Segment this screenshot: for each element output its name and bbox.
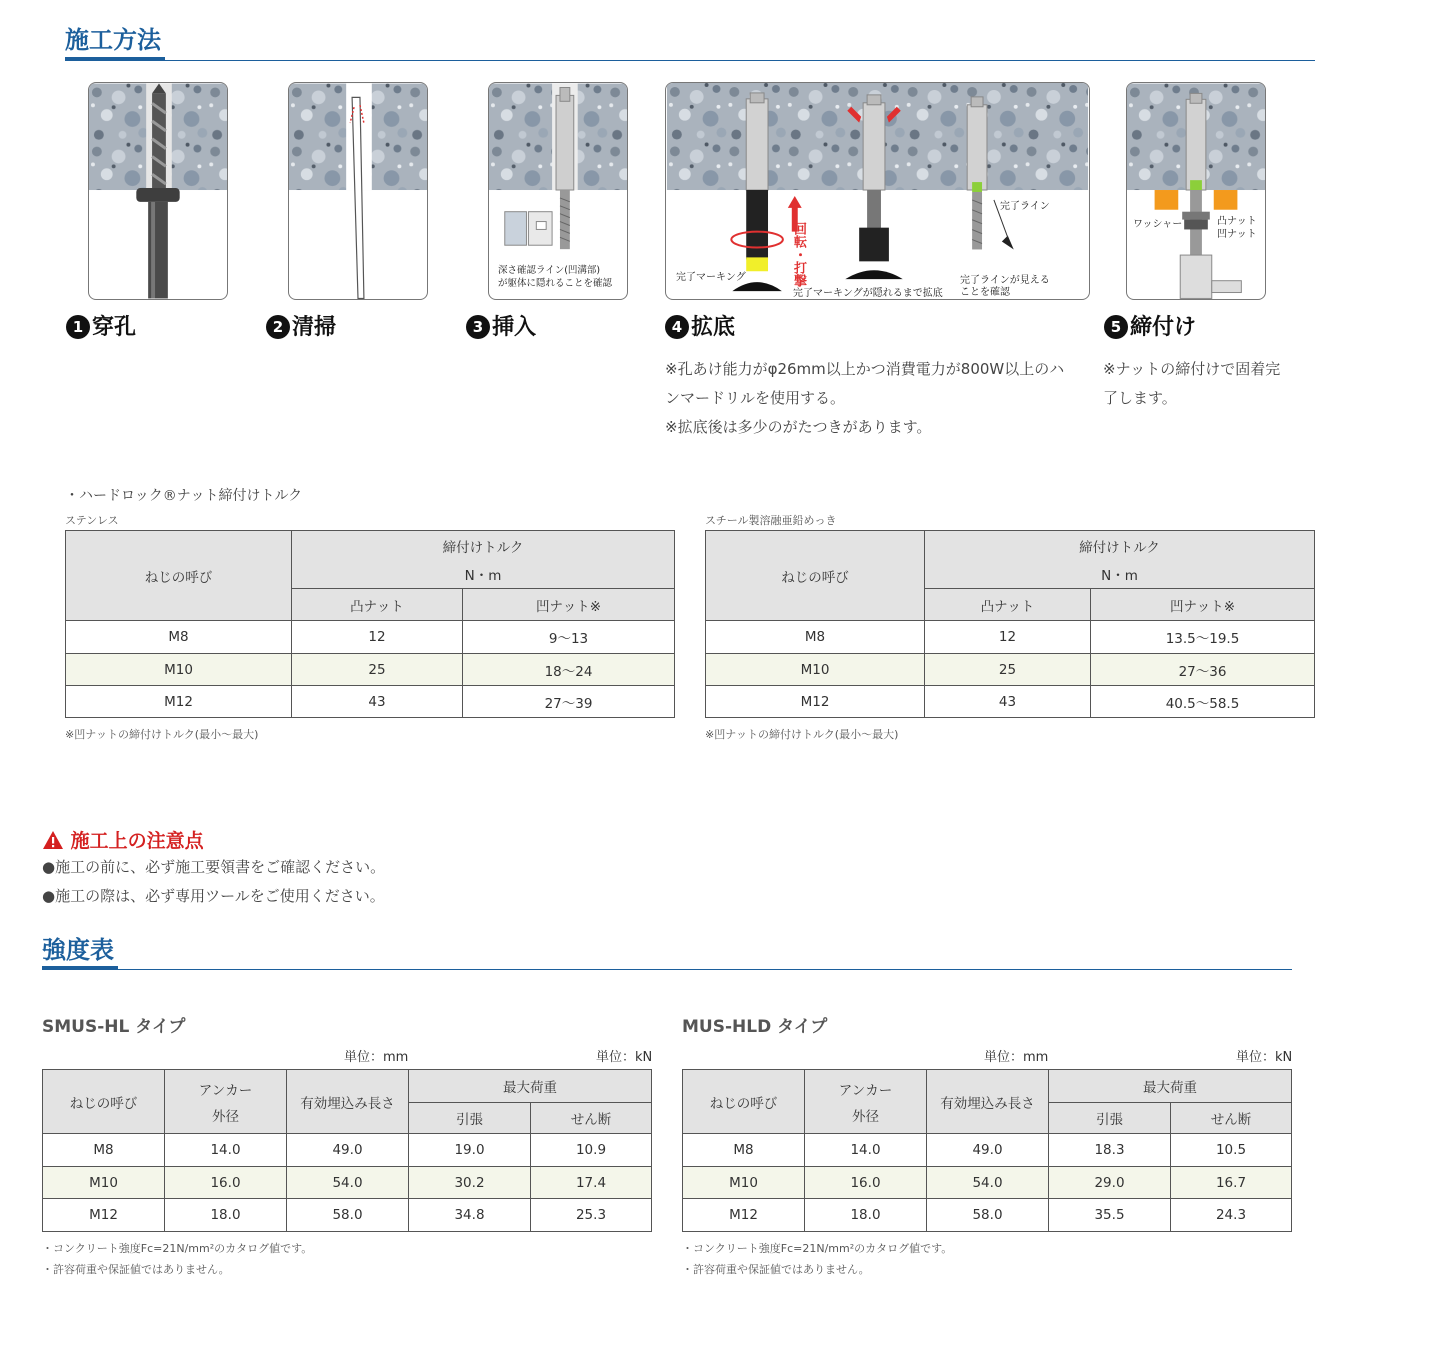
step-1-label: 1 穿孔 xyxy=(66,310,136,341)
convex-nut-label: 凸ナット xyxy=(1217,216,1257,227)
table-row: M8 12 13.5～19.5 xyxy=(706,621,1315,654)
warning-icon xyxy=(42,830,64,850)
strength-type-1: SMUS-HL タイプ xyxy=(42,1017,186,1037)
table-row: M10 25 27～36 xyxy=(706,654,1315,686)
section-rule xyxy=(65,60,1315,61)
unit-kn: 単位：kN xyxy=(596,1050,653,1065)
strength-note-2: ・許容荷重や保証値ではありません。 xyxy=(682,1263,870,1276)
section-title-strength: 強度表 xyxy=(42,936,114,964)
step-1-illustration xyxy=(88,82,228,300)
header-screw: ねじの呼び xyxy=(66,531,292,621)
torque-table-1-footnote: ※凹ナットの締付けトルク(最小～最大) xyxy=(65,728,259,741)
kanryo-hidden-label: 完了マーキングが隠れるまで拡底 xyxy=(793,288,943,299)
table-row: M12 43 40.5～58.5 xyxy=(706,686,1315,718)
strength-note-1: ・コンクリート強度Fc=21N/mm²のカタログ値です。 xyxy=(682,1242,953,1255)
washer-label: ワッシャー xyxy=(1133,219,1183,230)
kanryo-marking-label: 完了マーキング xyxy=(676,272,746,283)
step-4-note: ※孔あけ能力がφ26mm以上かつ消費電力が800W以上のハ ンマードリルを使用する。 ※拡底後は多少のがたつきがあります。 xyxy=(665,360,1065,436)
step-2-label: 2 清掃 xyxy=(266,310,336,341)
step-5-note: ※ナットの締付けで固着完 了します。 xyxy=(1103,360,1281,407)
header-torque: 締付けトルク N・m xyxy=(925,531,1315,589)
section-rule xyxy=(42,969,1292,970)
kanryo-visible-label: 完了ラインが見える xyxy=(960,275,1050,286)
concave-nut-label: 凹ナット xyxy=(1217,229,1257,240)
torque-table-2-footnote: ※凹ナットの締付けトルク(最小～最大) xyxy=(705,728,899,741)
torque-caption: ・ハードロック®ナット締付けトルク xyxy=(65,488,303,504)
strength-table-mus-hld: ねじの呼び アンカー 外径 有効埋込み長さ 最大荷重 引張 せん断 M8 14.0 49.0 18.3 10.5 M10 16.0 54.0 29.0 16.7 M12 18.0 58.0 35.5 24.3 xyxy=(682,1069,1292,1232)
section-title-method: 施工方法 xyxy=(65,26,161,54)
unit-mm: 単位：mm xyxy=(344,1050,409,1065)
table-row: M8 14.0 49.0 18.3 10.5 xyxy=(683,1134,1292,1167)
header-screw: ねじの呼び xyxy=(706,531,925,621)
table-row: M8 14.0 49.0 19.0 10.9 xyxy=(43,1134,652,1167)
header-torque: 締付けトルク N・m xyxy=(292,531,675,589)
depth-line-label: 深さ確認ライン(凹溝部) xyxy=(498,265,601,276)
table-row: M12 18.0 58.0 34.8 25.3 xyxy=(43,1199,652,1232)
step-5-label: 5 締付け xyxy=(1104,310,1196,341)
table-row: M10 16.0 54.0 29.0 16.7 xyxy=(683,1167,1292,1199)
step-3-label: 3 挿入 xyxy=(466,310,536,341)
strength-type-2: MUS-HLD タイプ xyxy=(682,1017,828,1037)
table-row: M12 43 27～39 xyxy=(66,686,675,718)
step-4-label: 4 拡底 xyxy=(665,310,735,341)
rotate-label: 回転・打撃 xyxy=(791,222,806,287)
torque-table-stainless xyxy=(65,530,675,718)
kanryo-visible-label-2: ことを確認 xyxy=(960,287,1010,298)
torque-table-galvanized xyxy=(705,530,1315,718)
strength-note-2: ・許容荷重や保証値ではありません。 xyxy=(42,1263,230,1276)
header-convex: 凸ナット xyxy=(292,589,463,621)
table-row: M12 18.0 58.0 35.5 24.3 xyxy=(683,1199,1292,1232)
torque-table-1-title: ステンレス xyxy=(65,514,119,527)
header-concave: 凹ナット※ xyxy=(1091,589,1315,621)
step-2-illustration xyxy=(288,82,428,300)
step-5-illustration xyxy=(1126,82,1266,300)
table-row: M10 25 18～24 xyxy=(66,654,675,686)
strength-table-smus-hl: ねじの呼び アンカー 外径 有効埋込み長さ 最大荷重 引張 せん断 M8 14.0 49.0 19.0 10.9 M10 16.0 54.0 30.2 17.4 M12 18.0 58.0 34.8 25.3 xyxy=(42,1069,652,1232)
header-convex: 凸ナット xyxy=(925,589,1091,621)
table-row: M8 12 9～13 xyxy=(66,621,675,654)
caution-line-2: ●施工の際は、必ず専用ツールをご使用ください。 xyxy=(42,887,385,905)
depth-line-label-2: が躯体に隠れることを確認 xyxy=(498,278,613,289)
caution-line-1: ●施工の前に、必ず施工要領書をご確認ください。 xyxy=(42,858,386,876)
strength-note-1: ・コンクリート強度Fc=21N/mm²のカタログ値です。 xyxy=(42,1242,313,1255)
table-row: M10 16.0 54.0 30.2 17.4 xyxy=(43,1167,652,1199)
caution-title: 施工上の注意点 xyxy=(42,826,204,853)
header-concave: 凹ナット※ xyxy=(463,589,675,621)
torque-table-2-title: スチール製溶融亜鉛めっき xyxy=(705,514,837,527)
unit-mm: 単位：mm xyxy=(984,1050,1049,1065)
kanryo-line-label: 完了ライン xyxy=(1000,201,1050,212)
unit-kn: 単位：kN xyxy=(1236,1050,1293,1065)
